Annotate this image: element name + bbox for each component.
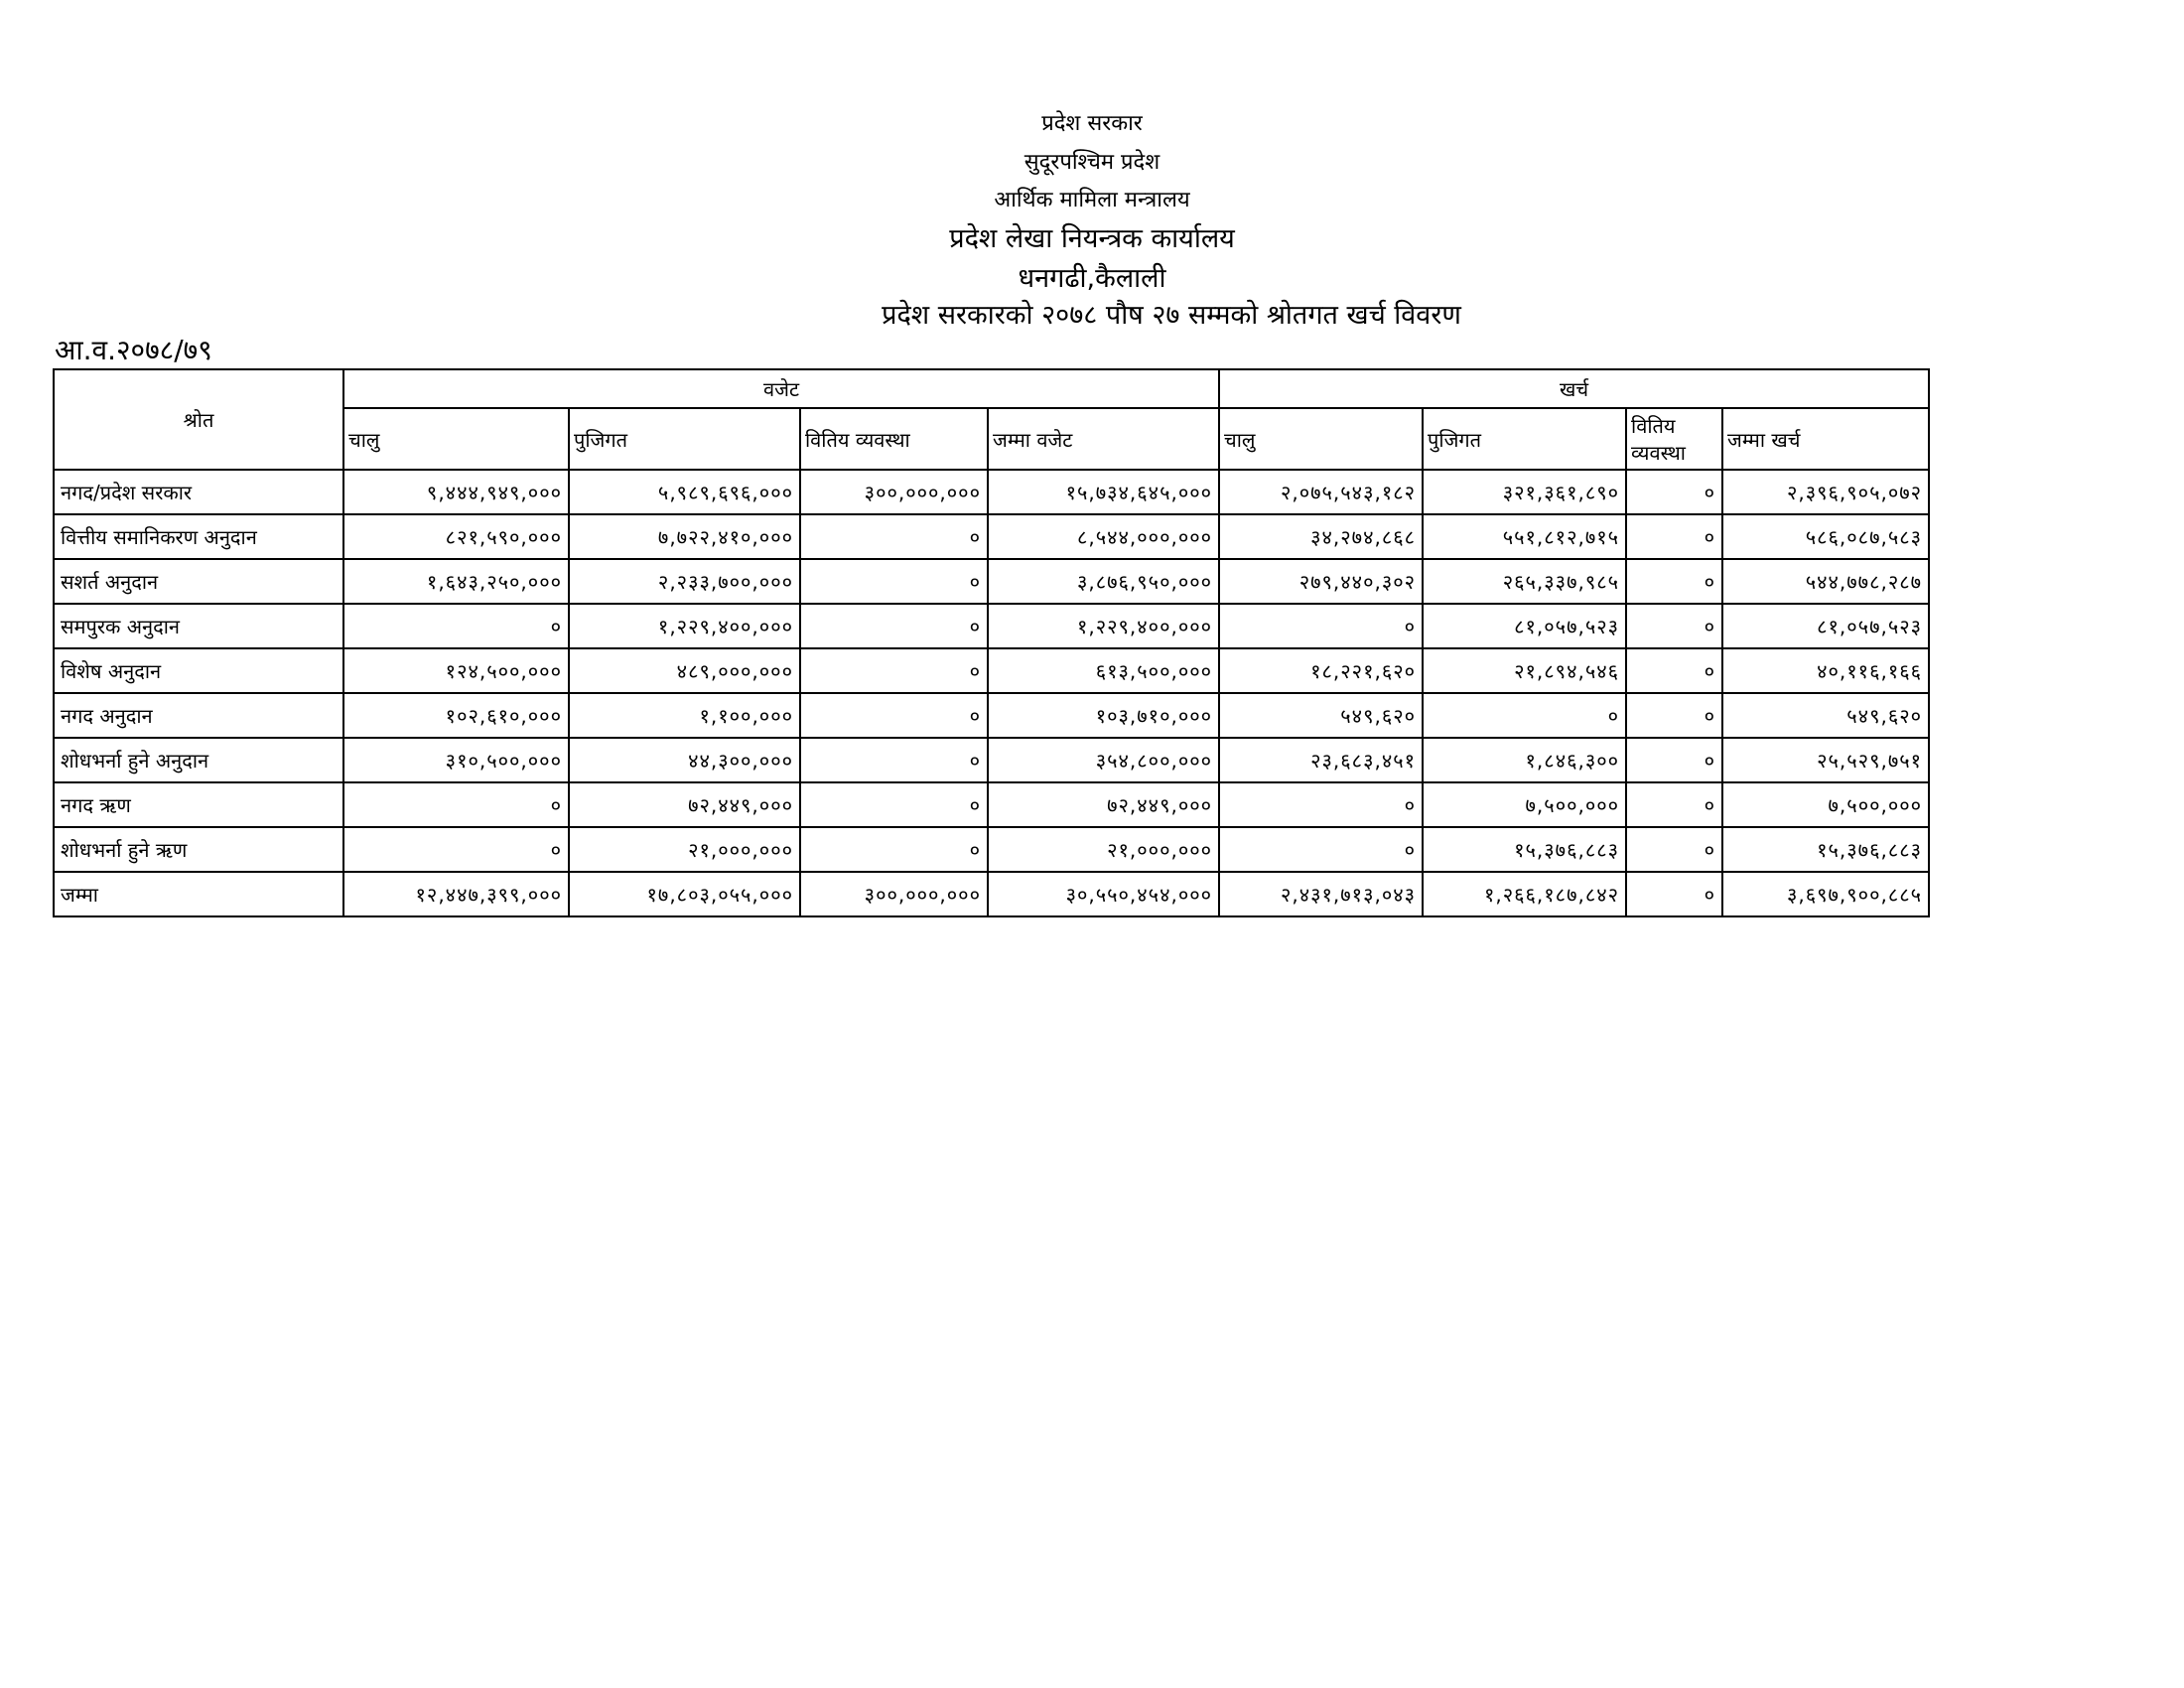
amount-cell: २६५,३३७,९८५ <box>1423 559 1626 604</box>
source-cell: जम्मा <box>54 872 343 916</box>
report-title: प्रदेश सरकारको २०७८ पौष २७ सम्मको श्रोतगत खर्च विवरण <box>882 300 1461 331</box>
amount-cell: २,३९६,९०५,०७२ <box>1722 470 1929 514</box>
amount-cell: ५८६,०८७,५८३ <box>1722 514 1929 559</box>
amount-cell: २३,६८३,४५१ <box>1219 738 1423 782</box>
budget-group-header: वजेट <box>343 369 1219 408</box>
amount-cell: ० <box>1626 782 1722 827</box>
source-cell: नगद/प्रदेश सरकार <box>54 470 343 514</box>
header-ministry: आर्थिक मामिला मन्त्रालय <box>994 188 1190 212</box>
source-cell: नगद ऋण <box>54 782 343 827</box>
amount-cell: ० <box>800 604 988 648</box>
source-cell: शोधभर्ना हुने अनुदान <box>54 738 343 782</box>
amount-cell: ३,६९७,९००,८८५ <box>1722 872 1929 916</box>
amount-cell: ० <box>1626 872 1722 916</box>
amount-cell: ० <box>800 514 988 559</box>
amount-cell: २,२३३,७००,००० <box>569 559 800 604</box>
budget-capital-header: पुजिगत <box>569 408 800 470</box>
expense-group-header: खर्च <box>1219 369 1929 408</box>
fiscal-year: आ.व.२०७८/७९ <box>55 334 212 366</box>
source-cell: विशेष अनुदान <box>54 648 343 693</box>
amount-cell: ३५४,८००,००० <box>988 738 1219 782</box>
amount-cell: ७२,४४९,००० <box>988 782 1219 827</box>
amount-cell: ० <box>1423 693 1626 738</box>
total-row <box>54 872 1929 916</box>
amount-cell: ८१,०५७,५२३ <box>1423 604 1626 648</box>
expense-capital-header: पुजिगत <box>1423 408 1626 470</box>
expense-current-header: चालु <box>1219 408 1423 470</box>
amount-cell: २७९,४४०,३०२ <box>1219 559 1423 604</box>
amount-cell: १५,७३४,६४५,००० <box>988 470 1219 514</box>
amount-cell: ० <box>800 738 988 782</box>
amount-cell: १०३,७१०,००० <box>988 693 1219 738</box>
amount-cell: ४८९,०००,००० <box>569 648 800 693</box>
amount-cell: ० <box>343 827 569 872</box>
amount-cell: ७२,४४९,००० <box>569 782 800 827</box>
amount-cell: ० <box>800 693 988 738</box>
amount-cell: ८,५४४,०००,००० <box>988 514 1219 559</box>
amount-cell: १५,३७६,८८३ <box>1722 827 1929 872</box>
amount-cell: ८२१,५९०,००० <box>343 514 569 559</box>
amount-cell: ४०,११६,१६६ <box>1722 648 1929 693</box>
amount-cell: ३२१,३६१,८९० <box>1423 470 1626 514</box>
amount-cell: २१,८९४,५४६ <box>1423 648 1626 693</box>
amount-cell: ० <box>343 782 569 827</box>
amount-cell: ७,५००,००० <box>1722 782 1929 827</box>
amount-cell: २५,५२९,७५१ <box>1722 738 1929 782</box>
amount-cell: ० <box>1626 738 1722 782</box>
amount-cell: १२४,५००,००० <box>343 648 569 693</box>
amount-cell: २,०७५,५४३,१८२ <box>1219 470 1423 514</box>
amount-cell: ३४,२७४,८६८ <box>1219 514 1423 559</box>
amount-cell: ० <box>1626 604 1722 648</box>
amount-cell: २१,०००,००० <box>988 827 1219 872</box>
amount-cell: १७,८०३,०५५,००० <box>569 872 800 916</box>
amount-cell: ३००,०००,००० <box>800 470 988 514</box>
table-row <box>54 738 1929 782</box>
amount-cell: ५,९८९,६९६,००० <box>569 470 800 514</box>
header-location: धनगढी,कैलाली <box>1018 263 1166 294</box>
amount-cell: ६१३,५००,००० <box>988 648 1219 693</box>
amount-cell: ७,५००,००० <box>1423 782 1626 827</box>
header-government: प्रदेश सरकार <box>1041 111 1143 136</box>
source-cell: नगद अनुदान <box>54 693 343 738</box>
amount-cell: ३१०,५००,००० <box>343 738 569 782</box>
expense-financing-header: वितिय व्यवस्था <box>1626 408 1722 470</box>
amount-cell: १,८४६,३०० <box>1423 738 1626 782</box>
amount-cell: ० <box>343 604 569 648</box>
source-cell: समपुरक अनुदान <box>54 604 343 648</box>
amount-cell: ० <box>1626 559 1722 604</box>
amount-cell: ५४४,७७८,२८७ <box>1722 559 1929 604</box>
header-office: प्रदेश लेखा नियन्त्रक कार्यालय <box>949 223 1235 254</box>
amount-cell: ३००,०००,००० <box>800 872 988 916</box>
table-row <box>54 559 1929 604</box>
table-row <box>54 782 1929 827</box>
table-row <box>54 693 1929 738</box>
amount-cell: ० <box>800 648 988 693</box>
amount-cell: १,२६६,१८७,८४२ <box>1423 872 1626 916</box>
amount-cell: १५,३७६,८८३ <box>1423 827 1626 872</box>
amount-cell: १,२२९,४००,००० <box>988 604 1219 648</box>
source-cell: सशर्त अनुदान <box>54 559 343 604</box>
source-column-header: श्रोत <box>54 369 343 470</box>
budget-financing-header: वितिय व्यवस्था <box>800 408 988 470</box>
amount-cell: ० <box>800 827 988 872</box>
expense-by-source-table <box>53 368 1930 917</box>
amount-cell: ५४९,६२० <box>1219 693 1423 738</box>
amount-cell: ३,८७६,९५०,००० <box>988 559 1219 604</box>
amount-cell: ० <box>1219 827 1423 872</box>
source-cell: शोधभर्ना हुने ऋण <box>54 827 343 872</box>
table-row <box>54 470 1929 514</box>
table-row <box>54 514 1929 559</box>
budget-total-header: जम्मा वजेट <box>988 408 1219 470</box>
amount-cell: १,६४३,२५०,००० <box>343 559 569 604</box>
amount-cell: ८१,०५७,५२३ <box>1722 604 1929 648</box>
amount-cell: ० <box>1626 470 1722 514</box>
amount-cell: ० <box>1626 648 1722 693</box>
amount-cell: १,२२९,४००,००० <box>569 604 800 648</box>
budget-current-header: चालु <box>343 408 569 470</box>
amount-cell: ० <box>800 559 988 604</box>
amount-cell: २,४३१,७१३,०४३ <box>1219 872 1423 916</box>
table-row <box>54 604 1929 648</box>
amount-cell: ३०,५५०,४५४,००० <box>988 872 1219 916</box>
amount-cell: ७,७२२,४१०,००० <box>569 514 800 559</box>
amount-cell: ९,४४४,९४९,००० <box>343 470 569 514</box>
table-row <box>54 648 1929 693</box>
header-province: सुदूरपश्चिम प्रदेश <box>1024 150 1160 175</box>
amount-cell: ५५१,८१२,७१५ <box>1423 514 1626 559</box>
amount-cell: १८,२२१,६२० <box>1219 648 1423 693</box>
amount-cell: ० <box>800 782 988 827</box>
amount-cell: १०२,६१०,००० <box>343 693 569 738</box>
amount-cell: २१,०००,००० <box>569 827 800 872</box>
table-row <box>54 827 1929 872</box>
amount-cell: ० <box>1219 782 1423 827</box>
amount-cell: ० <box>1219 604 1423 648</box>
amount-cell: १,१००,००० <box>569 693 800 738</box>
amount-cell: ० <box>1626 827 1722 872</box>
amount-cell: ५४९,६२० <box>1722 693 1929 738</box>
amount-cell: १२,४४७,३९९,००० <box>343 872 569 916</box>
amount-cell: ० <box>1626 693 1722 738</box>
amount-cell: ० <box>1626 514 1722 559</box>
expense-total-header: जम्मा खर्च <box>1722 408 1929 470</box>
amount-cell: ४४,३००,००० <box>569 738 800 782</box>
source-cell: वित्तीय समानिकरण अनुदान <box>54 514 343 559</box>
